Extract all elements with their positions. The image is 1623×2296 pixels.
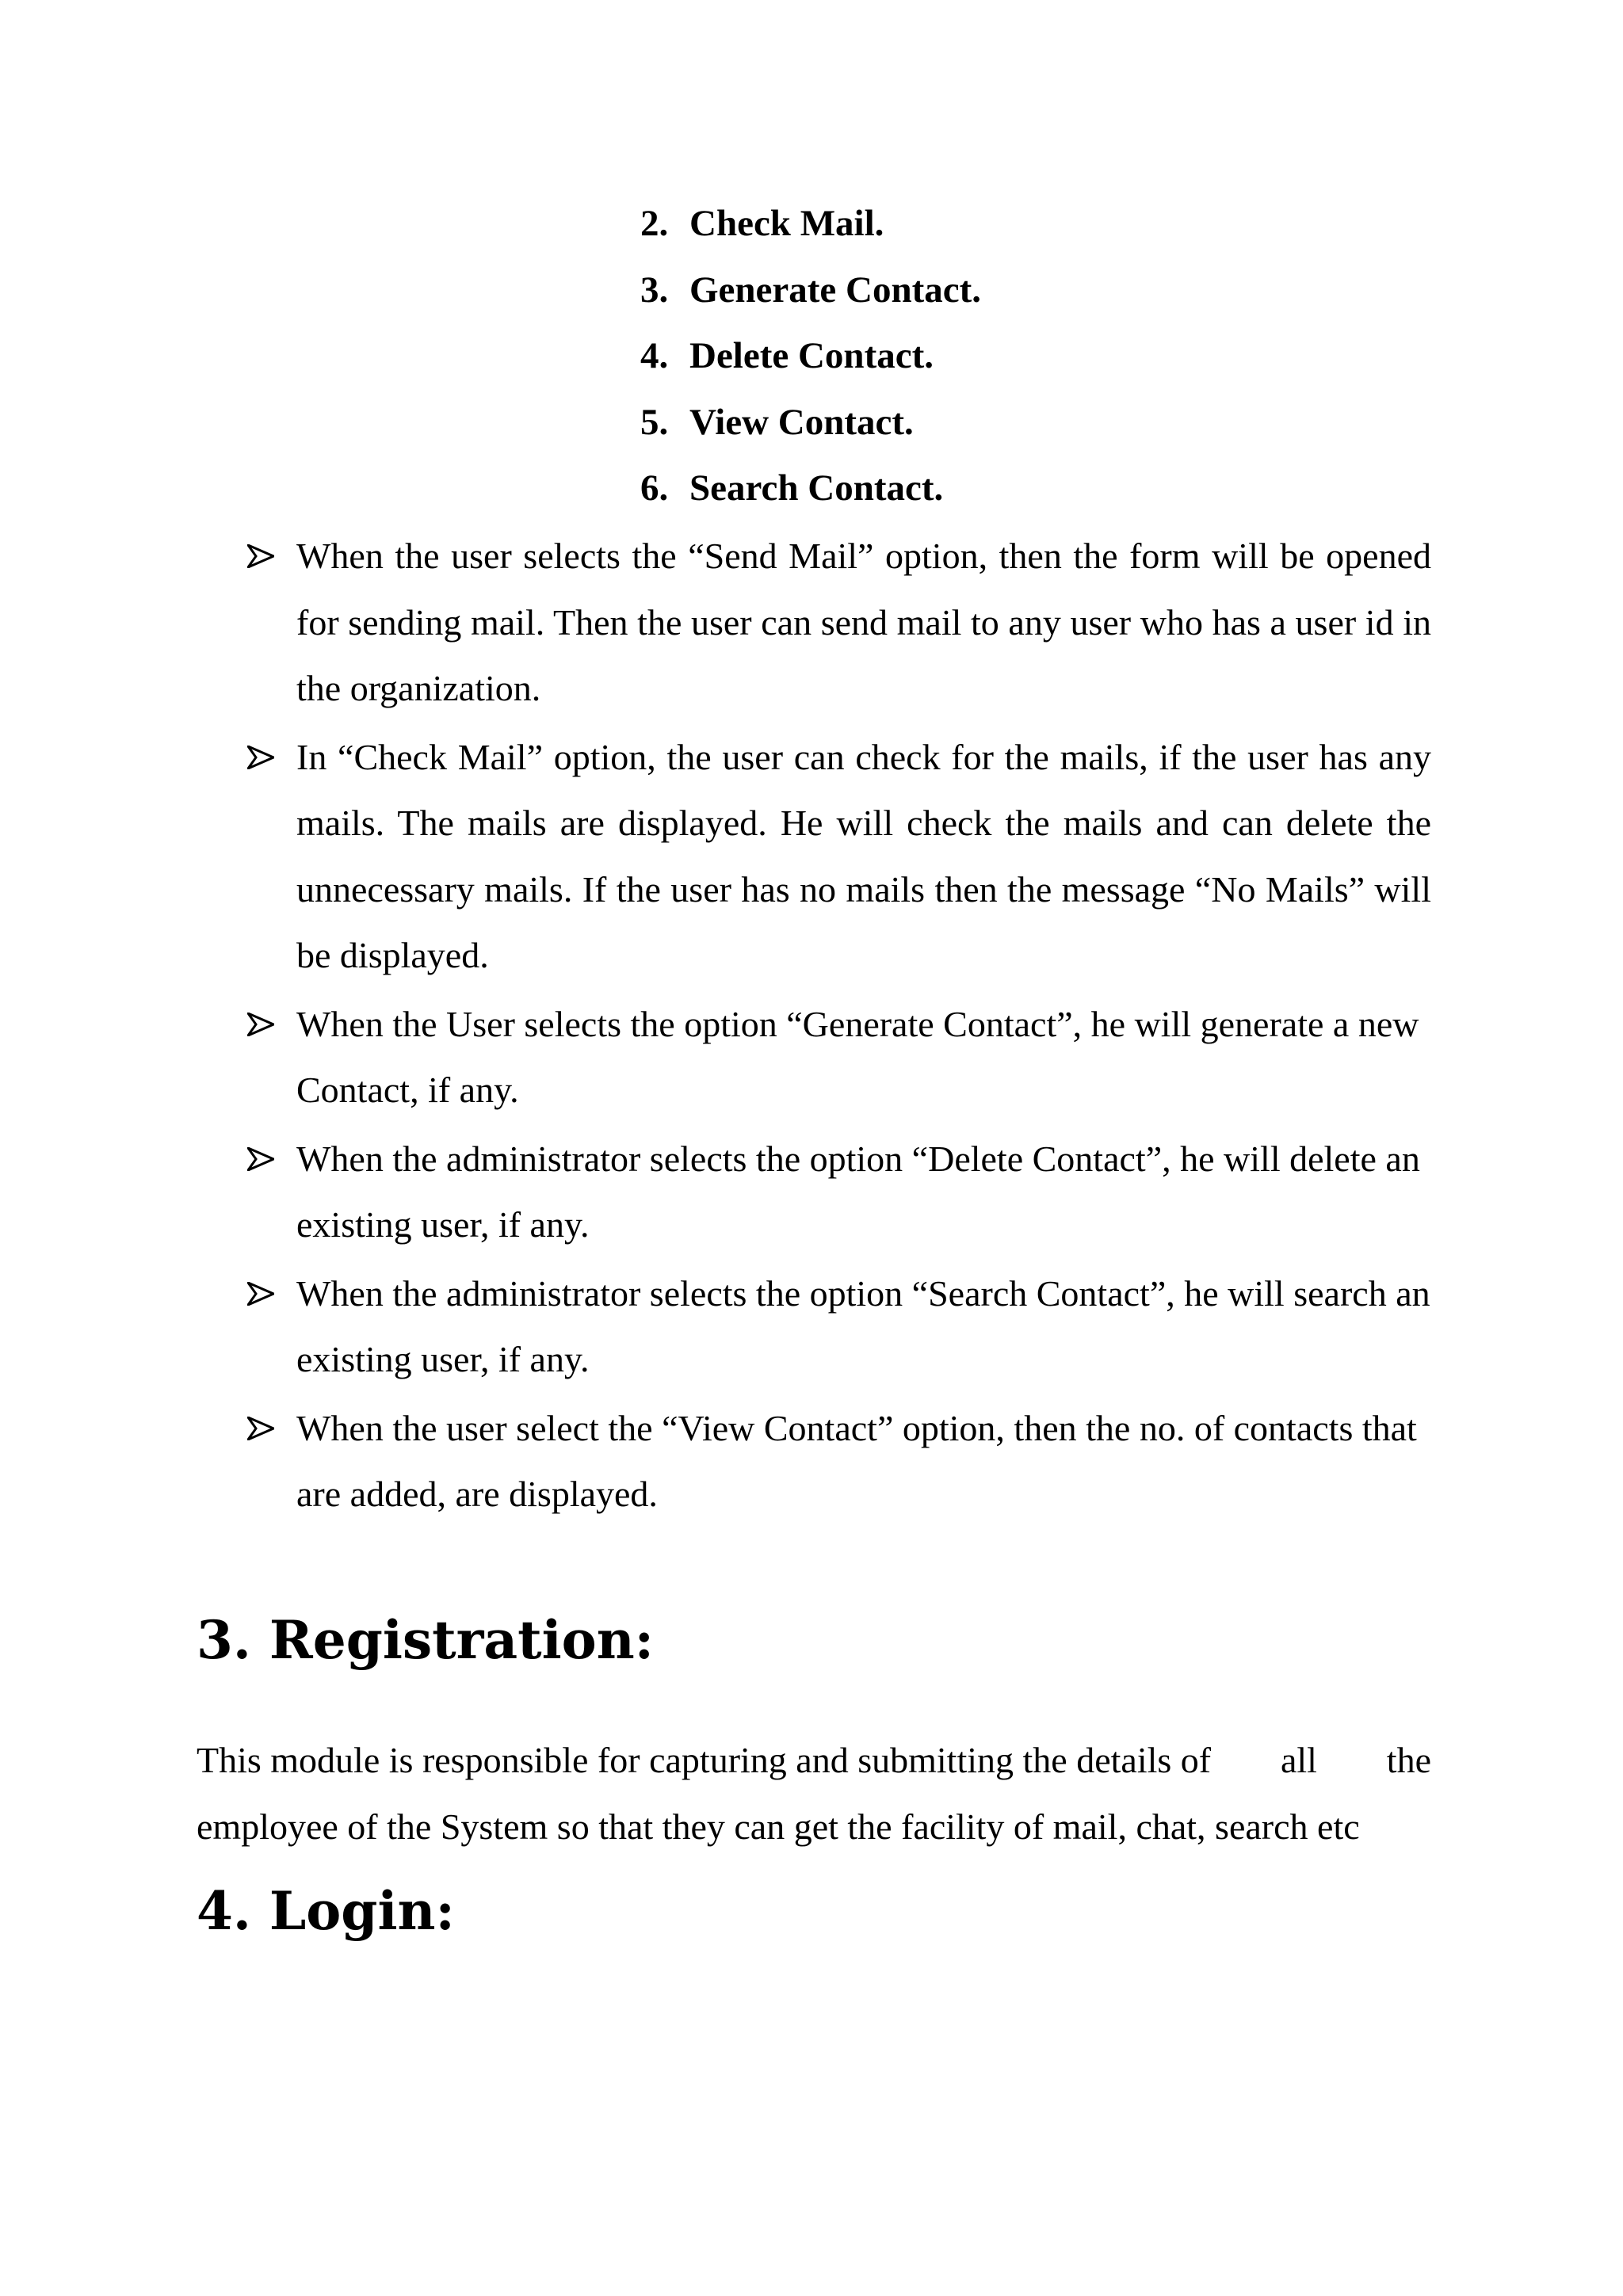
list-number: 3.	[640, 269, 669, 311]
bullet-item	[246, 523, 1431, 722]
list-number: 6.	[640, 467, 669, 509]
bullet-item	[246, 1261, 1431, 1393]
arrowhead-bullet-icon	[247, 1395, 279, 1462]
arrowhead-bullet-icon	[247, 523, 279, 589]
paragraph-text: the	[1386, 1740, 1431, 1780]
bullet-item	[246, 991, 1431, 1123]
list-item	[640, 390, 981, 456]
list-item-text: Generate Contact.	[689, 269, 982, 311]
list-item-text: View Contact.	[689, 401, 914, 443]
bullet-text: When the user selects the “Send Mail” option, then the form will be opened for sending mail. Then the user can send mail to any user who has a user id in the organization.	[296, 536, 1431, 708]
list-item	[640, 257, 981, 324]
section-heading-registration: 3. Registration:	[197, 1609, 655, 1671]
list-item-text: Delete Contact.	[689, 335, 934, 376]
section-heading-login: 4. Login:	[197, 1880, 455, 1942]
list-number: 4.	[640, 335, 669, 376]
paragraph-text: all	[1280, 1740, 1317, 1780]
registration-paragraph	[197, 1727, 1431, 1860]
arrowhead-bullet-icon	[247, 1261, 279, 1327]
bullet-text: In “Check Mail” option, the user can check for the mails, if the user has any mails. The mails are displayed. He will check the mails and can delete the unnecessary mails. If the user has no mails then the message “No Mails” will be displayed.	[296, 736, 1431, 975]
list-item	[640, 323, 981, 390]
bullet-item	[246, 1395, 1431, 1527]
paragraph-line: employee of the System so that they can get the facility of mail, chat, search etc	[197, 1806, 1360, 1847]
bullet-text: When the user select the “View Contact” option, then the no. of contacts that are added, are displayed.	[296, 1407, 1417, 1514]
list-item	[640, 456, 981, 522]
list-number: 5.	[640, 401, 669, 443]
bullet-item	[246, 1126, 1431, 1258]
bullet-item	[246, 724, 1431, 989]
bullet-text: When the User selects the option “Generate Contact”, he will generate a new Contact, if any.	[296, 1003, 1419, 1110]
list-number: 2.	[640, 203, 669, 244]
list-item-text: Search Contact.	[689, 467, 944, 509]
numbered-list	[640, 191, 981, 522]
arrowhead-bullet-icon	[247, 991, 279, 1058]
bullet-text: When the administrator selects the option “Search Contact”, he will search an existing user, if any.	[296, 1272, 1430, 1379]
paragraph-text: This module is responsible for capturing and submitting the details of	[197, 1740, 1212, 1780]
arrowhead-bullet-icon	[247, 1126, 279, 1192]
bullet-text: When the administrator selects the option “Delete Contact”, he will delete an existing user, if any.	[296, 1138, 1420, 1245]
list-item	[640, 191, 981, 257]
bullet-list	[246, 523, 1431, 1530]
paragraph-line	[197, 1727, 1431, 1794]
list-item-text: Check Mail.	[689, 203, 884, 244]
arrowhead-bullet-icon	[247, 724, 279, 791]
